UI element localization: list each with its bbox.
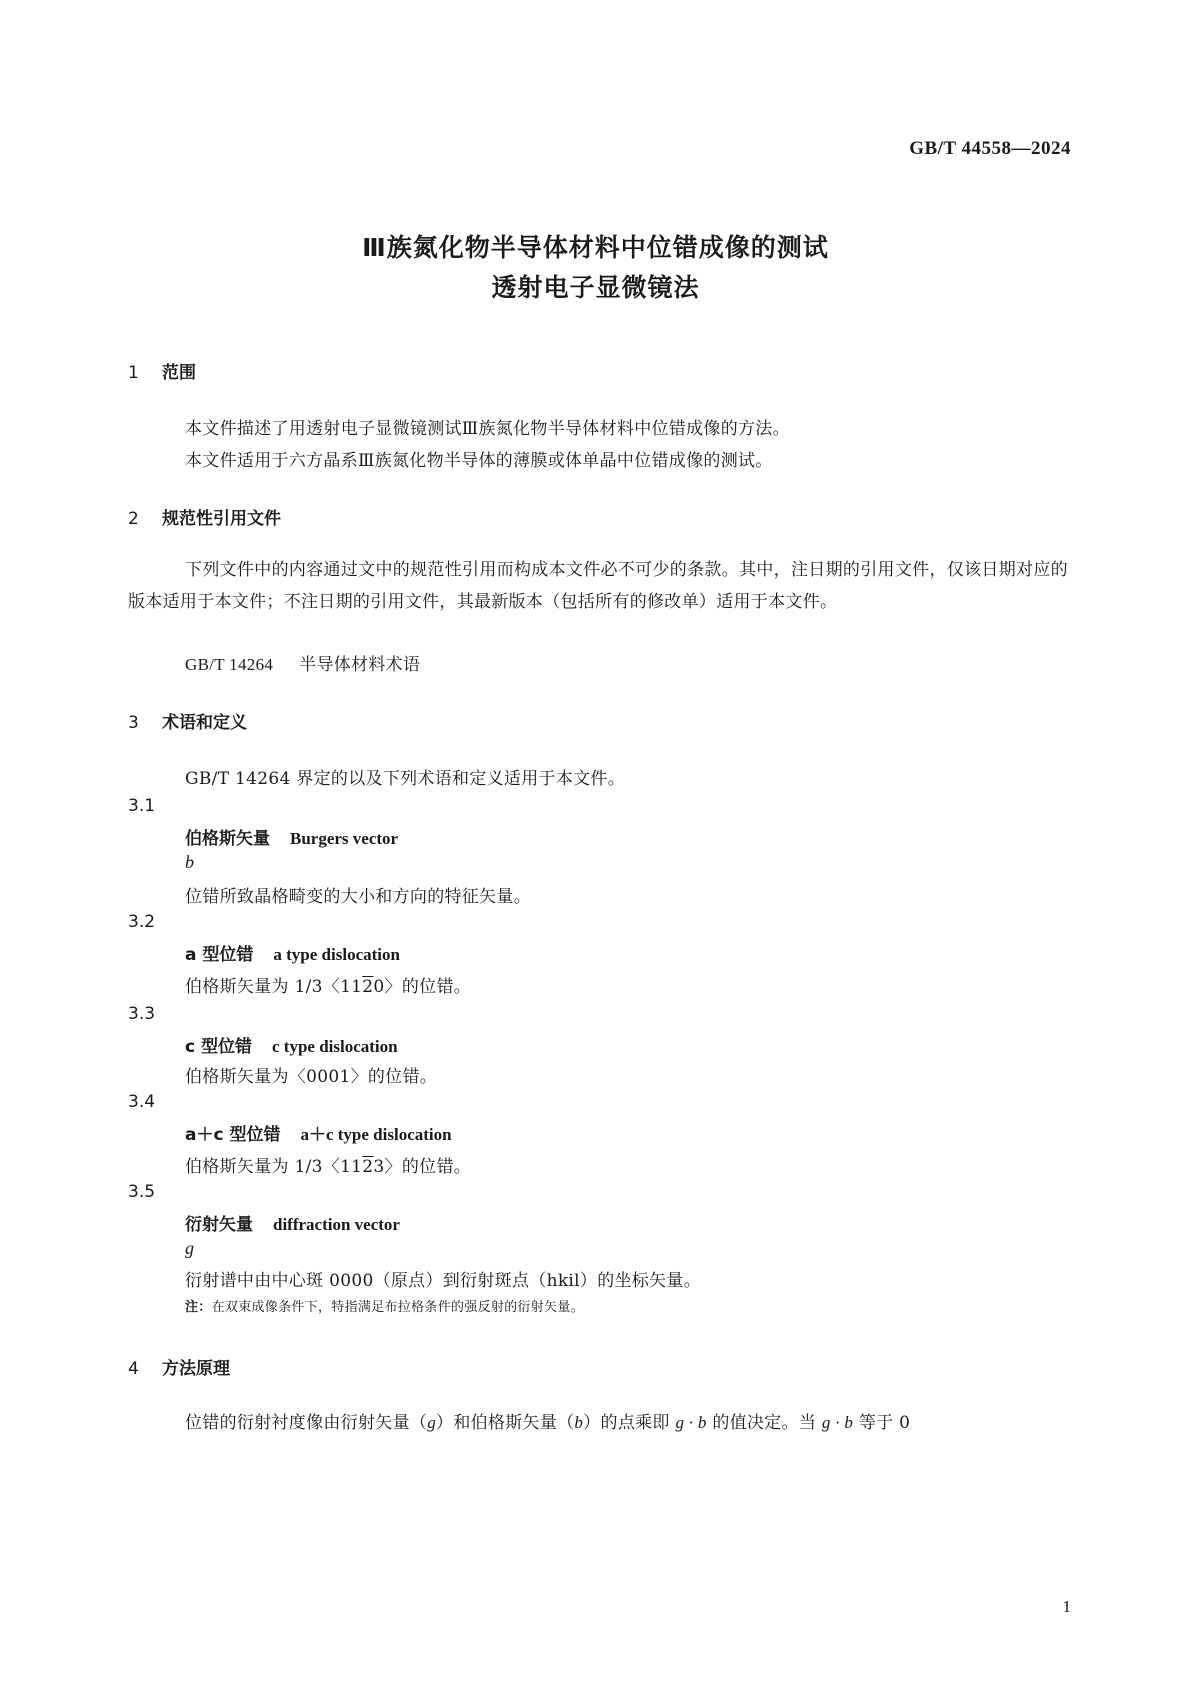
section-title: 术语和定义 — [162, 713, 247, 733]
normative-refs-paragraph: 下列文件中的内容通过文中的规范性引用而构成本文件必不可少的条款。其中，注日期的引用文件，仅该日期对应的版本适用于本文件；不注日期的引用文件，其最新版本（包括所有的修改单）适用于本文件。 — [128, 560, 1068, 612]
section-title: 规范性引用文件 — [162, 509, 281, 529]
note-label: 注： — [185, 1300, 212, 1315]
section-number: 1 — [128, 363, 139, 383]
section-heading-scope — [128, 358, 196, 383]
section-title: 方法原理 — [162, 1359, 230, 1379]
standard-code: GB/T 44558—2024 — [909, 138, 1071, 159]
overbar-digit: 2 — [362, 1157, 374, 1177]
definition-text: 3〉的位错。 — [373, 1157, 472, 1177]
term-name — [185, 940, 400, 965]
term-name — [185, 1210, 400, 1235]
text: 位错的衍射衬度像由衍射矢量（ — [185, 1413, 428, 1433]
dot-product-expr: g · b — [821, 1413, 854, 1432]
term-name-en: a＋c type dislocation — [300, 1125, 452, 1144]
term-name — [185, 824, 398, 849]
note-text: 在双束成像条件下，特指满足布拉格条件的强反射的衍射矢量。 — [211, 1300, 585, 1315]
term-definition — [185, 1152, 471, 1177]
terms-intro: GB/T 14264 界定的以及下列术语和定义适用于本文件。 — [185, 769, 626, 789]
term-number: 3.4 — [128, 1092, 156, 1112]
document-title-line-2: 透射电子显微镜法 — [491, 273, 700, 302]
term-number: 3.1 — [128, 796, 156, 816]
term-definition: 衍射谱中由中心斑 0000（原点）到衍射斑点（hkil）的坐标矢量。 — [185, 1271, 701, 1291]
text: ）的点乘即 — [583, 1413, 676, 1433]
section-heading-normative-refs — [128, 504, 281, 529]
section-title: 范围 — [162, 363, 196, 383]
page-number: 1 — [1062, 1597, 1071, 1616]
symbol-b: b — [574, 1413, 584, 1432]
term-name-en: a type dislocation — [273, 945, 400, 964]
term-name-zh: a 型位错 — [185, 945, 254, 965]
scope-paragraph-2: 本文件适用于六方晶系Ⅲ族氮化物半导体的薄膜或体单晶中位错成像的测试。 — [185, 451, 773, 471]
term-number: 3.5 — [128, 1182, 156, 1202]
principle-paragraph — [185, 1408, 910, 1433]
section-heading-terms — [128, 708, 247, 733]
scope-paragraph-1: 本文件描述了用透射电子显微镜测试Ⅲ族氮化物半导体材料中位错成像的方法。 — [185, 419, 790, 439]
section-number: 3 — [128, 713, 139, 733]
term-note — [185, 1296, 584, 1315]
text: ）和伯格斯矢量（ — [436, 1413, 575, 1433]
term-name-en: c type dislocation — [272, 1037, 398, 1056]
definition-text: 伯格斯矢量为 1/3〈11 — [185, 1157, 363, 1177]
term-definition: 位错所致晶格畸变的大小和方向的特征矢量。 — [185, 887, 531, 907]
term-name-en: diffraction vector — [273, 1215, 400, 1234]
normative-reference-entry — [185, 650, 420, 675]
term-symbol: b — [185, 852, 194, 872]
term-definition — [185, 972, 471, 997]
term-definition: 伯格斯矢量为〈0001〉的位错。 — [185, 1067, 438, 1087]
reference-title: 半导体材料术语 — [299, 655, 421, 675]
symbol-g: g — [427, 1413, 437, 1432]
definition-text: 伯格斯矢量为 1/3〈11 — [185, 977, 363, 997]
term-name-zh: 衍射矢量 — [185, 1215, 253, 1235]
term-number: 3.2 — [128, 912, 156, 932]
document-title-line-1: Ⅲ族氮化物半导体材料中位错成像的测试 — [362, 233, 829, 262]
section-heading-principle — [128, 1354, 230, 1379]
term-number: 3.3 — [128, 1004, 156, 1024]
dot-product-expr: g · b — [675, 1413, 707, 1432]
reference-code: GB/T 14264 — [185, 655, 274, 674]
term-name-zh: a＋c 型位错 — [185, 1125, 281, 1145]
term-name-en: Burgers vector — [290, 829, 399, 848]
section-number: 2 — [128, 509, 139, 529]
term-name-zh: 伯格斯矢量 — [185, 829, 270, 849]
section-number: 4 — [128, 1359, 139, 1379]
overbar-digit: 2 — [362, 977, 374, 997]
term-name — [185, 1032, 398, 1057]
definition-text: 0〉的位错。 — [373, 977, 472, 997]
text: 的值决定。当 — [706, 1413, 822, 1433]
term-name — [185, 1120, 452, 1145]
text: 等于 0 — [853, 1413, 911, 1433]
term-symbol: g — [185, 1238, 194, 1258]
term-name-zh: c 型位错 — [185, 1037, 252, 1057]
